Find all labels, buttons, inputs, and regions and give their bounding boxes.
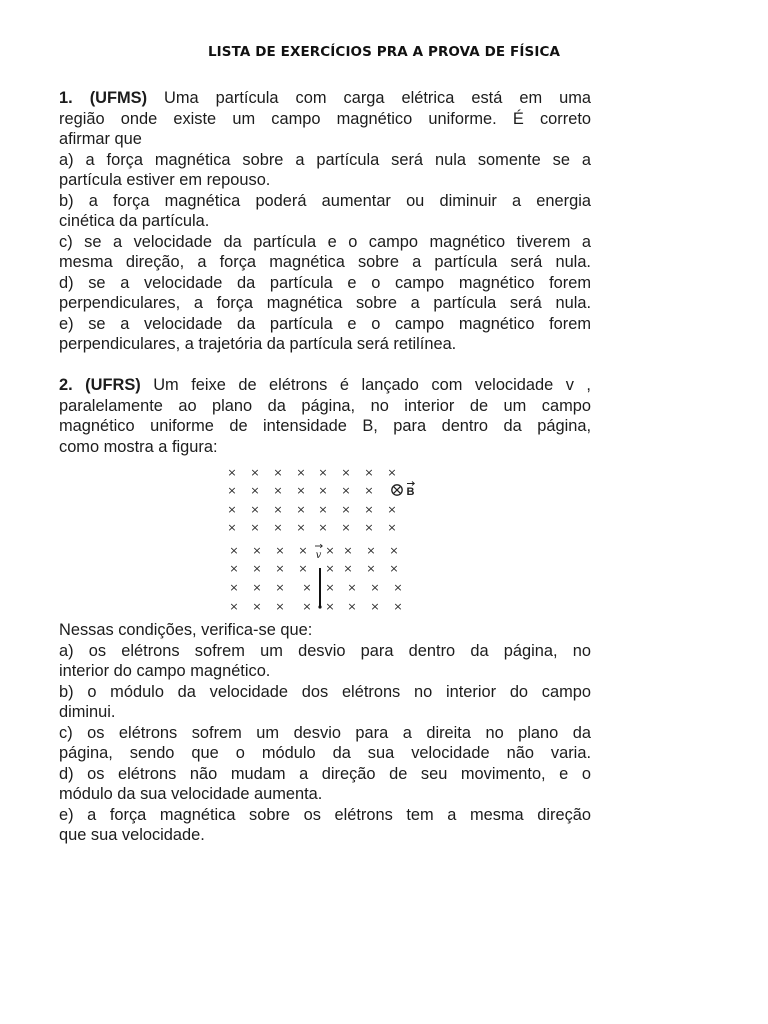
field-cross: × [341, 466, 351, 479]
field-cross: × [229, 600, 239, 613]
question-1-line-3: afirmar que [59, 130, 142, 148]
field-cross: × [366, 544, 376, 557]
question-2-line-4: como mostra a figura: [59, 437, 218, 456]
field-cross: × [227, 466, 237, 479]
field-cross: × [275, 581, 285, 594]
b-field-label: B [406, 486, 415, 498]
field-cross: × [347, 600, 357, 613]
question-1-option-b-cont: cinética da partícula. [59, 212, 210, 230]
field-cross: × [364, 484, 374, 497]
field-cross: × [318, 466, 328, 479]
question-2-option-d: d) os elétrons não mudam a direção de seu movimento, e o [59, 764, 591, 783]
field-cross: × [302, 581, 312, 594]
question-2 [59, 375, 591, 457]
velocity-label: v [315, 550, 322, 561]
field-cross: × [364, 503, 374, 516]
question-2-option-d-cont: módulo da sua velocidade aumenta. [59, 785, 323, 803]
question-2-option-b: b) o módulo da velocidade dos elétrons no interior do campo [59, 682, 591, 701]
field-cross: × [296, 466, 306, 479]
b-field-symbol [392, 482, 415, 499]
field-cross: × [252, 581, 262, 594]
question-2-intro: Nessas condições, verifica-se que: [59, 621, 313, 639]
velocity-vector [315, 544, 322, 561]
field-cross: × [387, 466, 397, 479]
page-title: LISTA DE EXERCÍCIOS PRA A PROVA DE FÍSICA [207, 44, 561, 60]
field-cross: × [341, 503, 351, 516]
question-2-source: (UFRS) [85, 376, 141, 394]
field-cross: × [273, 466, 283, 479]
question-1-option-d: d) se a velocidade da partícula e o campo magnético forem [59, 273, 591, 292]
field-cross: × [389, 562, 399, 575]
field-cross: × [227, 484, 237, 497]
field-cross: × [275, 600, 285, 613]
field-cross: × [393, 581, 403, 594]
question-2-line-2: paralelamente ao plano da página, no interior de um campo [59, 396, 591, 415]
field-cross: × [250, 466, 260, 479]
field-cross: × [273, 484, 283, 497]
question-2-options [59, 620, 591, 846]
field-cross: × [318, 503, 328, 516]
question-1 [59, 88, 591, 355]
field-cross: × [250, 503, 260, 516]
field-cross: × [250, 521, 260, 534]
question-1-option-a-cont: partícula estiver em repouso. [59, 171, 271, 189]
field-cross: × [343, 562, 353, 575]
field-cross: × [273, 521, 283, 534]
field-cross: × [364, 521, 374, 534]
question-2-option-b-cont: diminui. [59, 703, 116, 721]
question-2-option-c: c) os elétrons sofrem um desvio para a direita no plano da [59, 723, 591, 742]
question-2-line-3: magnético uniforme de intensidade B, para dentro da página, [59, 417, 591, 435]
field-cross: × [341, 521, 351, 534]
question-2-option-a-cont: interior do campo magnético. [59, 662, 271, 680]
question-2-option-a: a) os elétrons sofrem um desvio para dentro da página, no [59, 641, 591, 660]
question-1-option-c: c) se a velocidade da partícula e o campo magnético tiverem a [59, 232, 591, 251]
question-1-line-1 [59, 88, 591, 109]
field-crosses [227, 466, 402, 613]
question-1-option-e-cont: perpendiculares, a trajetória da partícula será retilínea. [59, 335, 457, 353]
field-diagram [222, 462, 428, 614]
question-1-option-e: e) se a velocidade da partícula e o campo magnético forem [59, 314, 591, 333]
question-2-number: 2. [59, 376, 73, 394]
field-cross: × [318, 484, 328, 497]
question-1-stem-start: Uma partícula com carga elétrica está em uma [147, 89, 591, 107]
question-1-option-a: a) a força magnética sobre a partícula será nula somente se a [59, 150, 591, 169]
field-cross: × [296, 503, 306, 516]
question-2-line-1 [59, 375, 591, 396]
field-cross: × [302, 600, 312, 613]
field-cross: × [389, 544, 399, 557]
question-2-option-e-cont: que sua velocidade. [59, 826, 205, 844]
field-cross: × [296, 521, 306, 534]
field-cross: × [325, 544, 335, 557]
question-2-option-c-cont: página, sendo que o módulo da sua velocidade não varia. [59, 744, 591, 762]
field-cross: × [343, 544, 353, 557]
field-cross: × [227, 503, 237, 516]
field-cross: × [229, 544, 239, 557]
question-1-number: 1. [59, 89, 73, 107]
field-cross: × [370, 581, 380, 594]
field-cross: × [296, 484, 306, 497]
field-cross: × [318, 521, 328, 534]
field-cross: × [387, 521, 397, 534]
field-cross: × [325, 600, 335, 613]
field-cross: × [393, 600, 403, 613]
electron-beam [318, 568, 321, 609]
question-1-option-b: b) a força magnética poderá aumentar ou diminuir a energia [59, 191, 591, 210]
field-cross: × [227, 521, 237, 534]
field-cross: × [325, 581, 335, 594]
field-cross: × [229, 581, 239, 594]
field-cross: × [252, 600, 262, 613]
field-cross: × [229, 562, 239, 575]
field-cross: × [364, 466, 374, 479]
field-cross: × [366, 562, 376, 575]
field-cross: × [298, 562, 308, 575]
field-cross: × [252, 544, 262, 557]
field-cross: × [341, 484, 351, 497]
question-1-line-2: região onde existe um campo magnético uniforme. É correto [59, 109, 591, 128]
question-1-source: (UFMS) [89, 89, 148, 107]
field-cross: × [275, 544, 285, 557]
field-cross: × [387, 503, 397, 516]
question-2-stem-start: Um feixe de elétrons é lançado com velocidade v , [140, 376, 591, 394]
question-2-option-e: e) a força magnética sobre os elétrons tem a mesma direção [59, 805, 591, 824]
magnetic-field-figure [222, 462, 428, 614]
field-cross: × [273, 503, 283, 516]
field-cross: × [298, 544, 308, 557]
field-cross: × [250, 484, 260, 497]
field-cross: × [370, 600, 380, 613]
field-cross: × [325, 562, 335, 575]
question-1-option-d-cont: perpendiculares, a força magnética sobre a partícula será nula. [59, 294, 591, 312]
field-cross: × [252, 562, 262, 575]
field-cross: × [347, 581, 357, 594]
question-1-option-c-cont: mesma direção, a força magnética sobre a partícula será nula. [59, 253, 591, 271]
field-cross: × [275, 562, 285, 575]
